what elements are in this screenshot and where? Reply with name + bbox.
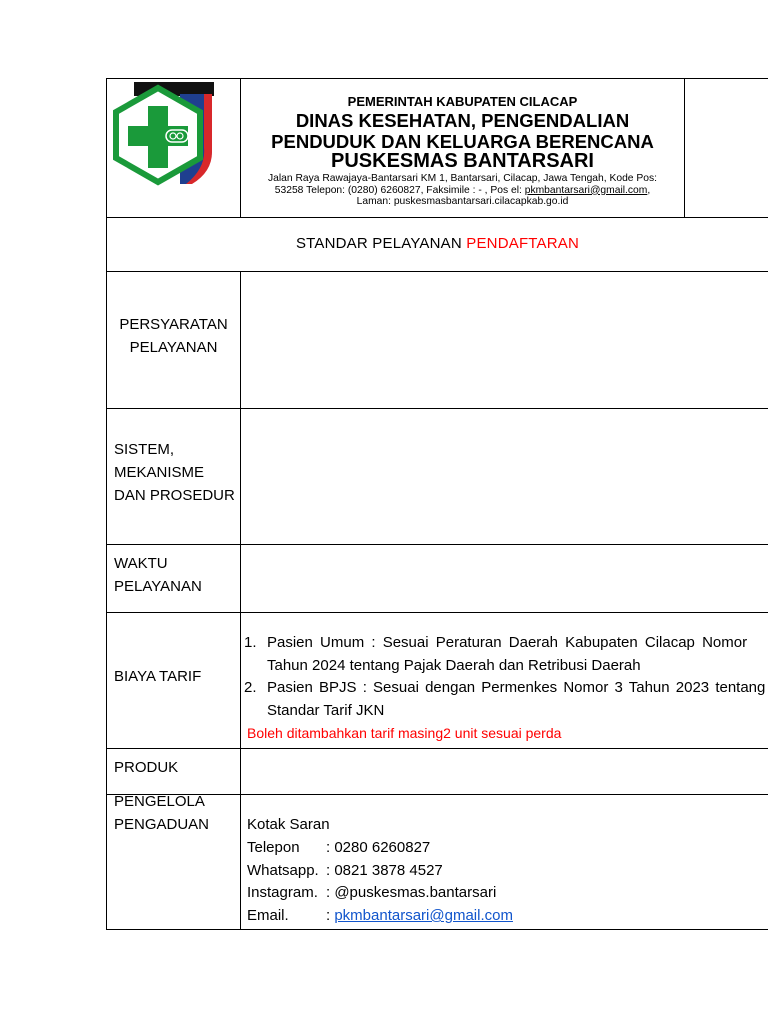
- contact-row-phone: [247, 839, 430, 856]
- label-line: PENGADUAN: [114, 816, 210, 833]
- label-column-divider: [240, 271, 241, 930]
- contact-row-email: [247, 907, 513, 924]
- tarif-item-text-cont: Standar Tarif JKN: [267, 702, 385, 719]
- header-address: [241, 173, 684, 208]
- label-line: PENGELOLA: [114, 793, 205, 810]
- contact-row-whatsapp: [247, 862, 443, 879]
- header-puskesmas-name: PUSKESMAS BANTARSARI: [331, 150, 594, 172]
- label-line: SISTEM,: [114, 441, 175, 458]
- contact-separator: :: [326, 907, 335, 924]
- row-label-waktu: [114, 552, 240, 598]
- document-title: [107, 235, 768, 252]
- contact-value: : 0280 6260827: [326, 839, 431, 856]
- table-divider: [106, 544, 768, 545]
- contact-value: : @puskesmas.bantarsari: [326, 884, 497, 901]
- row-label-produk: PRODUK: [114, 759, 179, 776]
- tarif-item-text: Pasien Umum : Sesuai Peraturan Daerah Kabupaten Cilacap Nomor: [267, 634, 748, 651]
- tarif-note: Boleh ditambahkan tarif masing2 unit sesuai perda: [247, 725, 562, 741]
- address-contact: 53258 Telepon: (0280) 6260827, Faksimile : - , Pos el:: [274, 184, 525, 196]
- puskesmas-logo: [108, 80, 218, 188]
- label-line: PELAYANAN: [114, 578, 202, 595]
- contact-key: Telepon: [247, 839, 300, 856]
- label-line: DAN PROSEDUR: [114, 487, 235, 504]
- label-line: PERSYARATAN: [119, 316, 228, 333]
- contact-key: Whatsapp.: [247, 862, 319, 879]
- table-divider: [106, 612, 768, 613]
- label-line: MEKANISME: [114, 464, 205, 481]
- address-line: [241, 185, 684, 197]
- table-divider: [106, 271, 768, 272]
- label-line: PELAYANAN: [129, 339, 218, 356]
- address-website: Laman: puskesmasbantarsari.cilacapkab.go.id: [356, 196, 569, 208]
- table-divider: [106, 408, 768, 409]
- row-label-biaya: BIAYA TARIF: [114, 668, 202, 685]
- tarif-item-text-cont: Tahun 2024 tentang Pajak Daerah dan Retribusi Daerah: [267, 657, 641, 674]
- address-punct: ,: [647, 184, 651, 196]
- table-border-top: [106, 78, 768, 79]
- header-column-divider: [684, 78, 685, 218]
- tarif-item-text: Pasien BPJS : Sesuai dengan Permenkes Nomor 3 Tahun 2023 tentang: [267, 679, 766, 696]
- title-service-name: PENDAFTARAN: [466, 235, 580, 252]
- email-link[interactable]: pkmbantarsari@gmail.com: [334, 907, 513, 924]
- header-government: PEMERINTAH KABUPATEN CILACAP: [347, 94, 578, 109]
- row-label-pengaduan: [114, 790, 240, 836]
- header-agency-line1: DINAS KESEHATAN, PENGENDALIAN: [295, 110, 630, 131]
- header-agency-line2: PENDUDUK DAN KELUARGA BERENCANA: [271, 131, 654, 152]
- list-number: 2.: [244, 679, 257, 696]
- table-divider: [106, 217, 768, 218]
- contact-key: Instagram.: [247, 884, 318, 901]
- label-line: WAKTU: [114, 555, 168, 572]
- table-border-bottom: [106, 929, 768, 930]
- table-border-left: [106, 78, 107, 930]
- table-divider: [106, 748, 768, 749]
- list-number: 1.: [244, 634, 257, 651]
- contact-value: : 0821 3878 4527: [326, 862, 443, 879]
- address-line: Jalan Raya Rawajaya-Bantarsari KM 1, Bantarsari, Cilacap, Jawa Tengah, Kode Pos:: [267, 173, 657, 184]
- header-email-link[interactable]: pkmbantarsari@gmail.com: [524, 184, 648, 196]
- complaint-suggestion-box: Kotak Saran: [247, 816, 330, 833]
- puskesmas-cross-logo-icon: [108, 80, 218, 188]
- contact-key: Email.: [247, 907, 289, 924]
- contact-row-instagram: [247, 884, 496, 901]
- row-label-persyaratan: [107, 313, 240, 359]
- title-prefix: STANDAR PELAYANAN: [295, 235, 467, 252]
- row-label-sistem: [114, 438, 240, 507]
